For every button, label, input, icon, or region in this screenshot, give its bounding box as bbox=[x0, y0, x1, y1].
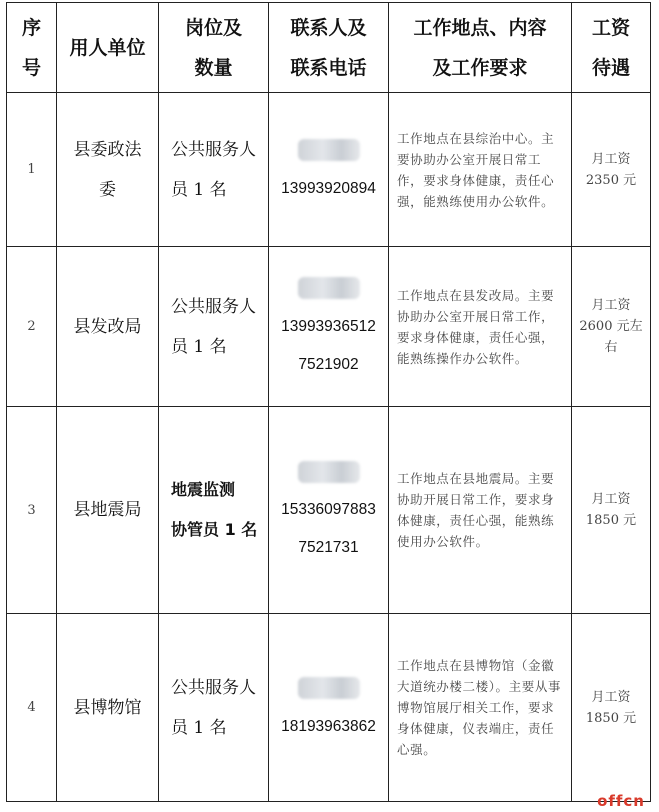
row-post: 地震监测 协管员 1 名 bbox=[159, 407, 269, 614]
table-row bbox=[7, 93, 651, 247]
header-contact: 联系人及 联系电话 bbox=[269, 3, 389, 93]
redacted-name bbox=[298, 139, 360, 161]
row-seq: 1 bbox=[7, 93, 57, 247]
row-desc: 工作地点在县博物馆（金徽大道统办楼二楼）。主要从事博物馆展厅相关工作，要求身体健康，仪表端庄，责任心强。 bbox=[389, 614, 572, 802]
row-unit: 县博物馆 bbox=[57, 614, 159, 802]
row-contact bbox=[269, 407, 389, 614]
contact-phone: 15336097883 bbox=[281, 501, 376, 518]
row-post: 公共服务人 员 1 名 bbox=[159, 247, 269, 407]
header-unit: 用人单位 bbox=[57, 3, 159, 93]
header-row bbox=[7, 3, 651, 93]
watermark-logo: offcn bbox=[597, 792, 645, 810]
row-unit: 县委政法 委 bbox=[57, 93, 159, 247]
header-desc: 工作地点、内容 及工作要求 bbox=[389, 3, 572, 93]
table-row bbox=[7, 247, 651, 407]
row-unit: 县发改局 bbox=[57, 247, 159, 407]
header-pay: 工资 待遇 bbox=[572, 3, 651, 93]
contact-phone: 7521902 bbox=[298, 355, 359, 373]
row-desc: 工作地点在县地震局。主要协助开展日常工作，要求身体健康，责任心强，能熟练使用办公软件。 bbox=[389, 407, 572, 614]
contact-phone: 7521731 bbox=[298, 539, 359, 556]
row-seq: 4 bbox=[7, 614, 57, 802]
redacted-name bbox=[298, 277, 360, 299]
row-pay: 月工资 1850 元 bbox=[572, 407, 651, 614]
row-desc: 工作地点在县发改局。主要协助办公室开展日常工作，要求身体健康，责任心强，能熟练操作办公软件。 bbox=[389, 247, 572, 407]
row-seq: 2 bbox=[7, 247, 57, 407]
row-pay: 月工资 2350 元 bbox=[572, 93, 651, 247]
table-row bbox=[7, 614, 651, 802]
redacted-name bbox=[298, 677, 360, 699]
header-seq: 序 号 bbox=[7, 3, 57, 93]
row-unit: 县地震局 bbox=[57, 407, 159, 614]
row-seq: 3 bbox=[7, 407, 57, 614]
row-contact bbox=[269, 247, 389, 407]
row-pay: 月工资 1850 元 bbox=[572, 614, 651, 802]
contact-phone: 13993936512 bbox=[281, 317, 376, 335]
row-post: 公共服务人 员 1 名 bbox=[159, 614, 269, 802]
recruitment-table bbox=[6, 2, 651, 802]
row-contact bbox=[269, 614, 389, 802]
row-desc: 工作地点在县综治中心。主要协助办公室开展日常工作，要求身体健康，责任心强，能熟练使用办公软件。 bbox=[389, 93, 572, 247]
row-post: 公共服务人 员 1 名 bbox=[159, 93, 269, 247]
header-post: 岗位及 数量 bbox=[159, 3, 269, 93]
redacted-name bbox=[298, 461, 360, 483]
contact-phone: 13993920894 bbox=[281, 179, 376, 197]
row-pay: 月工资 2600 元左 右 bbox=[572, 247, 651, 407]
table-row bbox=[7, 407, 651, 614]
contact-phone: 18193963862 bbox=[281, 717, 376, 735]
row-contact bbox=[269, 93, 389, 247]
